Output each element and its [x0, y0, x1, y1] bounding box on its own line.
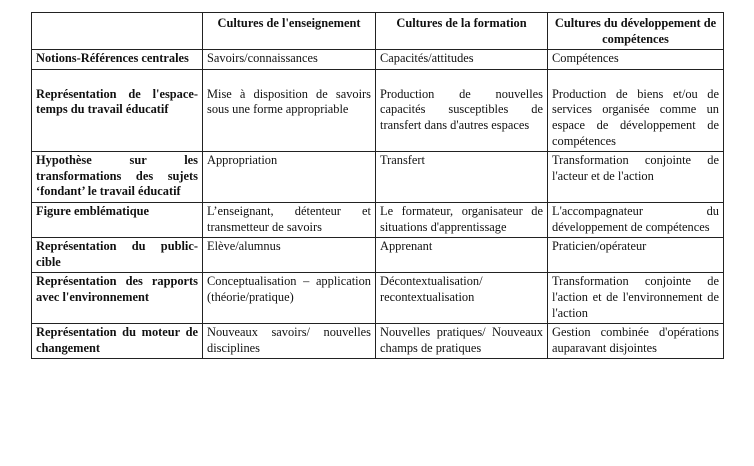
table-cell: Conceptualisation – application (théorie/pratique) [203, 273, 376, 324]
table-cell: Elève/alumnus [203, 238, 376, 273]
table-cell: Mise à disposition de savoirs sous une forme appropriable [203, 69, 376, 151]
table-cell: Nouveaux savoirs/ nouvelles disciplines [203, 324, 376, 359]
table-row [32, 50, 724, 70]
table-cell: Apprenant [376, 238, 548, 273]
row-label: Figure emblématique [32, 202, 203, 237]
row-label: Représentation du moteur de changement [32, 324, 203, 359]
table-cell: Transformation conjointe de l'acteur et de l'action [548, 152, 724, 203]
row-label: Représentation du public-cible [32, 238, 203, 273]
table-header-row [32, 13, 724, 50]
row-label: Représentation de l'espace-temps du travail éducatif [32, 69, 203, 151]
table-row [32, 238, 724, 273]
table-row [32, 202, 724, 237]
table-cell: Transfert [376, 152, 548, 203]
table-cell: Décontextualisation/ recontextualisation [376, 273, 548, 324]
row-label: Hypothèse sur les transformations des sujets ‘fondant’ le travail éducatif [32, 152, 203, 203]
table-cell: Production de biens et/ou de services organisée comme un espace de développement de compétences [548, 69, 724, 151]
row-label: Notions-Références centrales [32, 50, 203, 70]
row-label: Représentation des rapports avec l'environnement [32, 273, 203, 324]
header-cell-developpement: Cultures du développement de compétences [548, 13, 724, 50]
table-row [32, 273, 724, 324]
table-cell: L'accompagnateur du développement de compétences [548, 202, 724, 237]
table-cell: L’enseignant, détenteur et transmetteur de savoirs [203, 202, 376, 237]
table-row [32, 152, 724, 203]
table-cell: Savoirs/connaissances [203, 50, 376, 70]
table-cell: Compétences [548, 50, 724, 70]
header-cell-empty [32, 13, 203, 50]
comparison-table [31, 12, 724, 359]
table-cell: Capacités/attitudes [376, 50, 548, 70]
table-cell: Nouvelles pratiques/ Nouveaux champs de pratiques [376, 324, 548, 359]
header-cell-enseignement: Cultures de l'enseignement [203, 13, 376, 50]
table-cell: Gestion combinée d'opérations auparavant disjointes [548, 324, 724, 359]
table-cell: Transformation conjointe de l'action et de l'environnement de l'action [548, 273, 724, 324]
table-row [32, 69, 724, 151]
table-row [32, 324, 724, 359]
table-cell: Praticien/opérateur [548, 238, 724, 273]
table-cell: Appropriation [203, 152, 376, 203]
header-cell-formation: Cultures de la formation [376, 13, 548, 50]
table-cell: Production de nouvelles capacités susceptibles de transfert dans d'autres espaces [376, 69, 548, 151]
table-cell: Le formateur, organisateur de situations d'apprentissage [376, 202, 548, 237]
